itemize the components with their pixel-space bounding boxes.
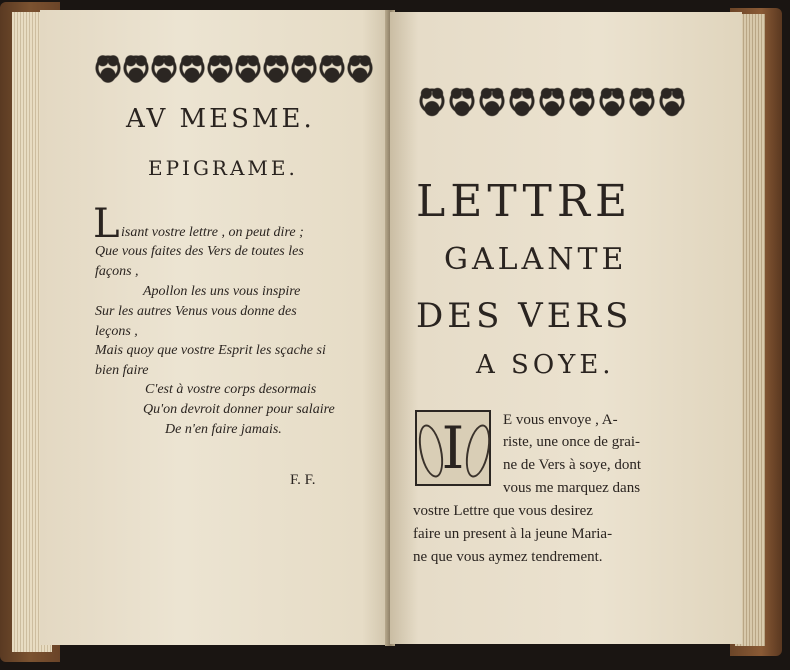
poem-line: Sur les autres Venus vous donne des [95, 304, 297, 319]
left-drop-letter: L [93, 201, 120, 247]
poem-line: bien faire [95, 363, 149, 378]
poem-line: Apollon les uns vous inspire [143, 284, 301, 299]
right-title-line-3: DES VERS [416, 296, 633, 336]
body-line: faire un present à la jeune Maria- [413, 526, 613, 542]
right-title-line-4: A SOYE. [476, 350, 615, 380]
right-page-ornament [418, 82, 686, 120]
poem-line: isant vostre lettre , on peut dire ; [121, 225, 304, 240]
poem-line: Mais quoy que vostre Esprit les sçache si [95, 343, 326, 358]
body-line: vous me marquez dans [503, 480, 641, 496]
left-page-subtitle: EPIGRAME. [148, 156, 298, 180]
body-line: E vous envoye , A- [503, 412, 618, 428]
signature: F. F. [290, 472, 316, 488]
poem-line: leçons , [95, 324, 138, 339]
right-drop-letter: I [441, 414, 465, 482]
poem-line: C'est à vostre corps desormais [145, 382, 317, 397]
poem-line: Que vous faites des Vers de toutes les [95, 244, 304, 259]
poem-line: De n'en faire jamais. [165, 422, 282, 437]
poem-line: façons , [95, 264, 139, 279]
poem-line: Qu'on devroit donner pour salaire [143, 402, 335, 417]
body-line: ne de Vers à soye, dont [503, 457, 642, 473]
right-drop-cap [415, 410, 491, 486]
body-line: riste, une once de grai- [503, 434, 641, 450]
body-line: ne que vous aymez tendrement. [413, 549, 603, 565]
left-page-ornament [95, 50, 373, 86]
right-title-line-2: GALANTE [444, 242, 628, 277]
left-page-title: AV MESME. [126, 104, 315, 134]
body-line: vostre Lettre que vous desirez [413, 503, 593, 519]
right-title-line-1: LETTRE [416, 176, 633, 227]
